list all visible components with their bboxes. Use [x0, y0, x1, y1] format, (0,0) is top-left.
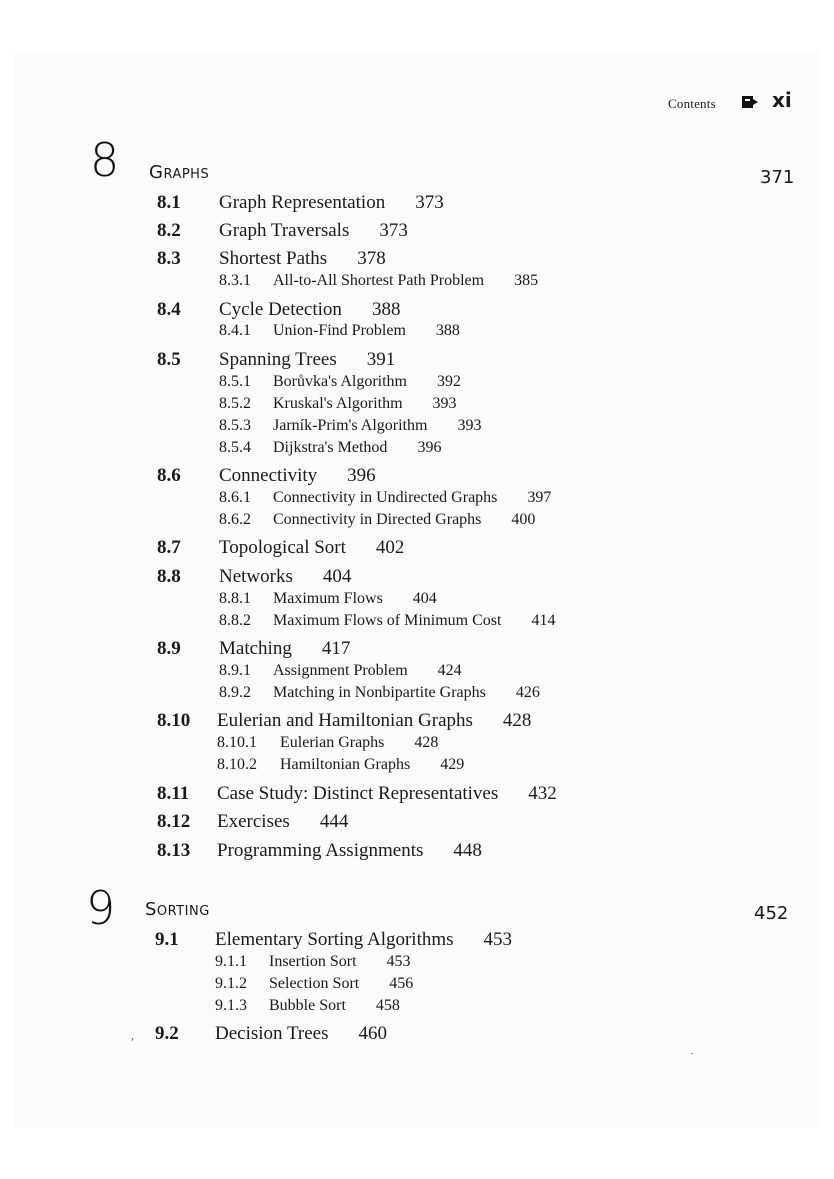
- section-title: Networks 404: [219, 566, 352, 587]
- section-number: 8.11: [157, 783, 190, 804]
- subsection-page: 428: [414, 734, 439, 751]
- subsection-title: Jarník-Prim's Algorithm 393: [273, 417, 482, 434]
- subsection-page: 392: [437, 373, 461, 390]
- section-title: Matching 417: [219, 638, 351, 659]
- subsection-number: 8.6.1: [219, 489, 251, 506]
- section-number: 8.1: [157, 192, 181, 213]
- section-page: 432: [528, 783, 557, 804]
- section-title: Topological Sort 402: [219, 537, 405, 558]
- subsection-page: 385: [514, 272, 539, 289]
- subsection-page: 397: [527, 489, 552, 506]
- subsection-title: Selection Sort 456: [269, 975, 414, 992]
- section-page: 453: [483, 929, 513, 950]
- section-title: Graph Traversals 373: [219, 220, 408, 241]
- subsection-number: 8.8.2: [219, 612, 251, 629]
- section-title: Eulerian and Hamiltonian Graphs 428: [217, 710, 532, 731]
- chapter-number: 9: [86, 881, 116, 935]
- section-number: 8.12: [157, 811, 191, 832]
- section-page: 391: [366, 349, 396, 370]
- section-number: 8.3: [157, 248, 181, 269]
- subsection-page: 456: [389, 975, 414, 992]
- section-title: Programming Assignments 448: [217, 840, 482, 861]
- subsection-title: Connectivity in Undirected Graphs 397: [273, 489, 552, 506]
- subsection-number: 8.5.1: [219, 373, 251, 390]
- subsection-number: 8.5.3: [219, 417, 251, 434]
- subsection-page: 458: [375, 997, 400, 1014]
- section-title: Spanning Trees 391: [219, 349, 396, 370]
- scan-speck: [691, 1053, 693, 1054]
- section-number: 8.9: [157, 638, 181, 659]
- section-page: 373: [379, 220, 408, 241]
- section-title: Shortest Paths 378: [219, 248, 386, 269]
- subsection-number: 8.10.1: [217, 734, 257, 751]
- stray-mark: ,: [131, 1028, 134, 1042]
- section-number: 8.4: [157, 299, 181, 320]
- section-page: 373: [415, 192, 444, 213]
- section-title: Cycle Detection 388: [219, 299, 401, 320]
- running-header-page-number: xi: [772, 88, 792, 112]
- subsection-number: 8.4.1: [219, 322, 251, 339]
- subsection-number: 8.10.2: [217, 756, 257, 773]
- subsection-page: 424: [437, 662, 462, 679]
- section-number: 9.2: [155, 1023, 179, 1044]
- subsection-title: Hamiltonian Graphs 429: [280, 756, 465, 773]
- section-page: 448: [453, 840, 482, 861]
- section-number: 8.6: [157, 465, 181, 486]
- subsection-number: 8.8.1: [219, 590, 251, 607]
- subsection-page: 414: [531, 612, 556, 629]
- subsection-number: 8.5.2: [219, 395, 251, 412]
- subsection-title: Insertion Sort 453: [269, 953, 411, 970]
- subsection-number: 8.3.1: [219, 272, 251, 289]
- subsection-title: All-to-All Shortest Path Problem 385: [273, 272, 539, 289]
- subsection-number: 9.1.1: [215, 953, 247, 970]
- subsection-page: 393: [432, 395, 457, 412]
- section-page: 388: [371, 299, 401, 320]
- chapter-number: 8: [90, 133, 120, 187]
- subsection-page: 453: [386, 953, 411, 970]
- chapter-title: Sorting: [145, 899, 210, 920]
- subsection-number: 9.1.3: [215, 997, 247, 1014]
- subsection-title: Union-Find Problem 388: [273, 322, 460, 339]
- subsection-number: 8.6.2: [219, 511, 251, 528]
- section-page: 404: [322, 566, 352, 587]
- subsection-number: 8.5.4: [219, 439, 251, 456]
- section-number: 8.13: [157, 840, 191, 861]
- page-marker-icon: [742, 96, 758, 108]
- subsection-title: Bubble Sort 458: [269, 997, 400, 1014]
- section-number: 8.2: [157, 220, 181, 241]
- subsection-title: Matching in Nonbipartite Graphs 426: [273, 684, 540, 701]
- subsection-page: 388: [435, 322, 460, 339]
- chapter-title: Graphs: [149, 162, 210, 183]
- subsection-title: Maximum Flows 404: [273, 590, 437, 607]
- section-title: Connectivity 396: [219, 465, 376, 486]
- section-title: Decision Trees 460: [215, 1023, 387, 1044]
- subsection-number: 9.1.2: [215, 975, 247, 992]
- section-page: 460: [358, 1023, 387, 1044]
- subsection-title: Kruskal's Algorithm 393: [273, 395, 457, 412]
- section-number: 8.7: [157, 537, 181, 558]
- section-title: Case Study: Distinct Representatives 432: [217, 783, 557, 804]
- subsection-page: 400: [511, 511, 536, 528]
- section-number: 8.8: [157, 566, 181, 587]
- chapter-page: 371: [760, 167, 795, 188]
- section-page: 444: [319, 811, 349, 832]
- subsection-title: Connectivity in Directed Graphs 400: [273, 511, 536, 528]
- subsection-page: 429: [440, 756, 465, 773]
- section-page: 378: [357, 248, 386, 269]
- subsection-title: Maximum Flows of Minimum Cost 414: [273, 612, 556, 629]
- chapter-page: 452: [754, 903, 789, 924]
- section-title: Graph Representation 373: [219, 192, 444, 213]
- section-page: 428: [502, 710, 532, 731]
- section-page: 417: [321, 638, 351, 659]
- section-page: 396: [347, 465, 376, 486]
- section-number: 8.5: [157, 349, 181, 370]
- subsection-number: 8.9.1: [219, 662, 251, 679]
- running-header-label: Contents: [668, 96, 716, 111]
- section-title: Elementary Sorting Algorithms 453: [215, 929, 513, 950]
- subsection-page: 404: [412, 590, 437, 607]
- section-number: 9.1: [155, 929, 179, 950]
- subsection-title: Borůvka's Algorithm 392: [273, 373, 461, 390]
- subsection-title: Eulerian Graphs 428: [280, 734, 439, 751]
- subsection-title: Dijkstra's Method 396: [273, 439, 442, 456]
- section-title: Exercises 444: [217, 811, 349, 832]
- subsection-page: 393: [457, 417, 482, 434]
- subsection-page: 396: [417, 439, 442, 456]
- section-page: 402: [375, 537, 405, 558]
- subsection-number: 8.9.2: [219, 684, 251, 701]
- subsection-title: Assignment Problem 424: [273, 662, 462, 679]
- section-number: 8.10: [157, 710, 191, 731]
- subsection-page: 426: [515, 684, 540, 701]
